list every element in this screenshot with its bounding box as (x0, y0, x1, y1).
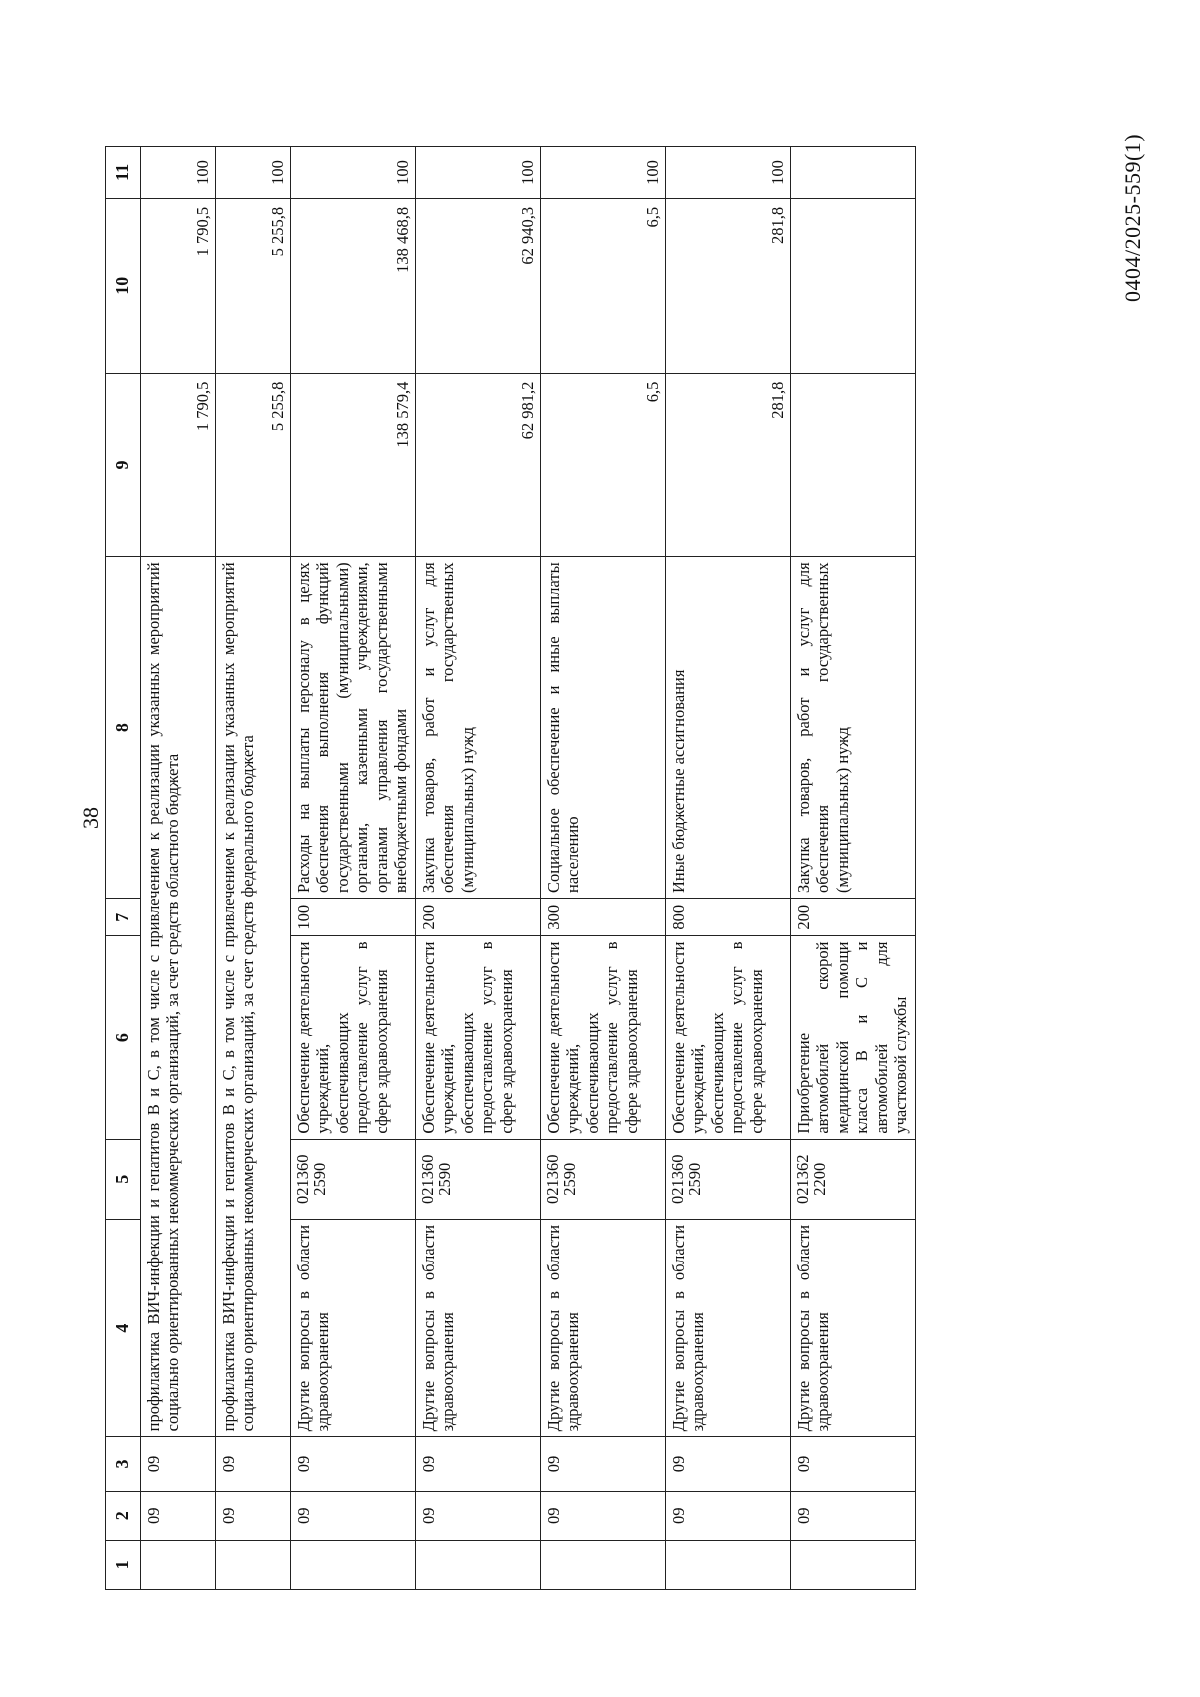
cell-col5: 021362 2200 (791, 1139, 916, 1219)
document-id: 0404/2025-559(1) (1120, 133, 1145, 302)
header-cell: 5 (106, 1139, 141, 1219)
cell-col9: 1 790,5 (141, 373, 216, 557)
table-row (416, 147, 541, 1590)
cell-col8: Закупка товаров, работ и услуг для обеспечения государственных (муниципальных) нужд (416, 557, 541, 899)
page-number: 38 (78, 807, 103, 829)
cell-col10: 281,8 (666, 198, 791, 373)
cell-col6: Обеспечение деятельности учреждений, обеспечивающих предоставление услуг в сфере здравоохранения (541, 936, 666, 1139)
cell-col4: Другие вопросы в области здравоохранения (666, 1219, 791, 1436)
cell-col1 (791, 1540, 916, 1589)
cell-col9: 5 255,8 (216, 373, 291, 557)
cell-col6: Обеспечение деятельности учреждений, обеспечивающих предоставление услуг в сфере здравоохранения (416, 936, 541, 1139)
cell-col3: 09 (291, 1437, 416, 1491)
cell-col11: 100 (666, 147, 791, 199)
cell-col1 (666, 1540, 791, 1589)
cell-col11: 100 (541, 147, 666, 199)
cell-col7: 200 (791, 898, 916, 936)
budget-table (105, 146, 916, 1590)
cell-col7: 200 (416, 898, 541, 936)
cell-col9: 281,8 (666, 373, 791, 557)
header-cell: 7 (106, 898, 141, 936)
cell-col8: Закупка товаров, работ и услуг для обеспечения государственных (муниципальных) нужд (791, 557, 916, 899)
cell-col10 (791, 198, 916, 373)
cell-col3: 09 (791, 1437, 916, 1491)
table-row (541, 147, 666, 1590)
header-cell: 1 (106, 1540, 141, 1589)
header-cell: 8 (106, 557, 141, 899)
cell-col1 (141, 1540, 216, 1589)
cell-col1 (291, 1540, 416, 1589)
cell-col10: 62 940,3 (416, 198, 541, 373)
cell-col11: 100 (416, 147, 541, 199)
header-cell: 6 (106, 936, 141, 1139)
cell-col10: 6,5 (541, 198, 666, 373)
cell-col3: 09 (141, 1437, 216, 1491)
cell-col1 (416, 1540, 541, 1589)
table-row (791, 147, 916, 1590)
cell-col8: Социальное обеспечение и иные выплаты населению (541, 557, 666, 899)
cell-col9: 138 579,4 (291, 373, 416, 557)
cell-col4: Другие вопросы в области здравоохранения (416, 1219, 541, 1436)
table-row (216, 147, 291, 1590)
cell-col9: 62 981,2 (416, 373, 541, 557)
header-cell: 2 (106, 1491, 141, 1540)
cell-col9: 6,5 (541, 373, 666, 557)
cell-col5: 021360 2590 (416, 1139, 541, 1219)
cell-col2: 09 (791, 1491, 916, 1540)
cell-col6: Обеспечение деятельности учреждений, обеспечивающих предоставление услуг в сфере здравоохранения (291, 936, 416, 1139)
cell-col4: Другие вопросы в области здравоохранения (791, 1219, 916, 1436)
table-row (291, 147, 416, 1590)
cell-col2: 09 (416, 1491, 541, 1540)
section-title: профилактика ВИЧ-инфекции и гепатитов В и С, в том числе с привлечением к реализации указанных мероприятий социально ориентированных некоммерческих организаций, за счет средств федерального бюджета (216, 557, 291, 1437)
cell-col3: 09 (216, 1437, 291, 1491)
cell-col1 (216, 1540, 291, 1589)
header-cell: 9 (106, 373, 141, 557)
cell-col10: 1 790,5 (141, 198, 216, 373)
cell-col8: Иные бюджетные ассигнования (666, 557, 791, 899)
cell-col9 (791, 373, 916, 557)
cell-col10: 5 255,8 (216, 198, 291, 373)
cell-col2: 09 (291, 1491, 416, 1540)
cell-col1 (541, 1540, 666, 1589)
cell-col5: 021360 2590 (541, 1139, 666, 1219)
section-title: профилактика ВИЧ-инфекции и гепатитов В и С, в том числе с привлечением к реализации указанных мероприятий социально ориентированных некоммерческих организаций, за счет средств областного бюджета (141, 557, 216, 1437)
cell-col3: 09 (416, 1437, 541, 1491)
cell-col11 (791, 147, 916, 199)
cell-col8: Расходы на выплаты персоналу в целях обеспечения выполнения функций государственными (муниципальными) органами, казенными учреждениями, органами управления государственными внебюджетными фондами (291, 557, 416, 899)
cell-col7: 300 (541, 898, 666, 936)
cell-col11: 100 (216, 147, 291, 199)
cell-col10: 138 468,8 (291, 198, 416, 373)
header-cell: 4 (106, 1219, 141, 1436)
cell-col5: 021360 2590 (291, 1139, 416, 1219)
cell-col2: 09 (141, 1491, 216, 1540)
cell-col5: 021360 2590 (666, 1139, 791, 1219)
cell-col6: Обеспечение деятельности учреждений, обеспечивающих предоставление услуг в сфере здравоохранения (666, 936, 791, 1139)
header-cell: 11 (106, 147, 141, 199)
table-row (666, 147, 791, 1590)
cell-col2: 09 (666, 1491, 791, 1540)
cell-col11: 100 (291, 147, 416, 199)
cell-col4: Другие вопросы в области здравоохранения (541, 1219, 666, 1436)
header-cell: 10 (106, 198, 141, 373)
cell-col4: Другие вопросы в области здравоохранения (291, 1219, 416, 1436)
header-row (106, 147, 141, 1590)
table-row (141, 147, 216, 1590)
cell-col7: 800 (666, 898, 791, 936)
cell-col2: 09 (541, 1491, 666, 1540)
cell-col7: 100 (291, 898, 416, 936)
cell-col3: 09 (541, 1437, 666, 1491)
cell-col2: 09 (216, 1491, 291, 1540)
cell-col6: Приобретение автомобилей скорой медицинской помощи класса В и С и автомобилей для участковой службы (791, 936, 916, 1139)
cell-col11: 100 (141, 147, 216, 199)
cell-col3: 09 (666, 1437, 791, 1491)
header-cell: 3 (106, 1437, 141, 1491)
